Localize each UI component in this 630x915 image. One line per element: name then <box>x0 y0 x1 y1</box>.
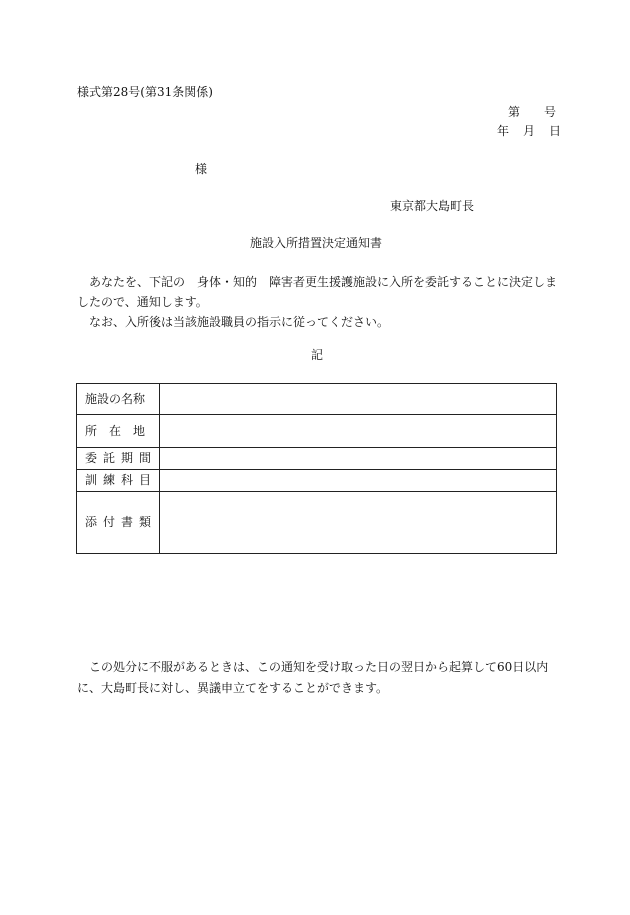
body-paragraph-1: あなたを、下記の 身体・知的 障害者更生援護施設に入所を委託することに決定しましたので、通知します。 <box>77 275 558 309</box>
commission-period-label: 委託期間 <box>77 448 160 470</box>
issue-date <box>497 124 561 138</box>
details-table <box>76 383 557 554</box>
address-label: 所 在 地 <box>77 415 160 448</box>
document-title: 施設入所措置決定通知書 <box>250 236 383 250</box>
table-row <box>77 448 557 470</box>
training-subject-label: 訓練科目 <box>77 470 160 492</box>
body-paragraph-2: なお、入所後は当該施設職員の指示に従ってください。 <box>89 315 390 329</box>
issuer-name: 東京都大島町長 <box>390 199 475 213</box>
table-row <box>77 415 557 448</box>
date-day: 日 <box>549 124 562 138</box>
document-number-suffix: 号 <box>544 105 557 119</box>
training-subject-field[interactable] <box>160 470 557 492</box>
date-year: 年 <box>497 124 510 138</box>
facility-name-label: 施設の名称 <box>77 384 160 415</box>
address-field[interactable] <box>160 415 557 448</box>
attached-documents-label: 添付書類 <box>77 492 160 554</box>
document-number-prefix: 第 <box>508 105 521 119</box>
addressee-honorific: 様 <box>195 162 208 176</box>
attached-documents-field[interactable] <box>160 492 557 554</box>
date-month: 月 <box>523 124 536 138</box>
table-row <box>77 470 557 492</box>
appeal-notice: この処分に不服があるときは、この通知を受け取った日の翌日から起算して60日以内に、大島町長に対し、異議申立てをすることができます。 <box>77 660 549 695</box>
commission-period-field[interactable] <box>160 448 557 470</box>
facility-name-field[interactable] <box>160 384 557 415</box>
ki-heading: 記 <box>311 348 324 362</box>
table-row <box>77 492 557 554</box>
document-number <box>508 105 556 119</box>
table-row <box>77 384 557 415</box>
form-number: 様式第28号(第31条関係) <box>77 85 213 99</box>
